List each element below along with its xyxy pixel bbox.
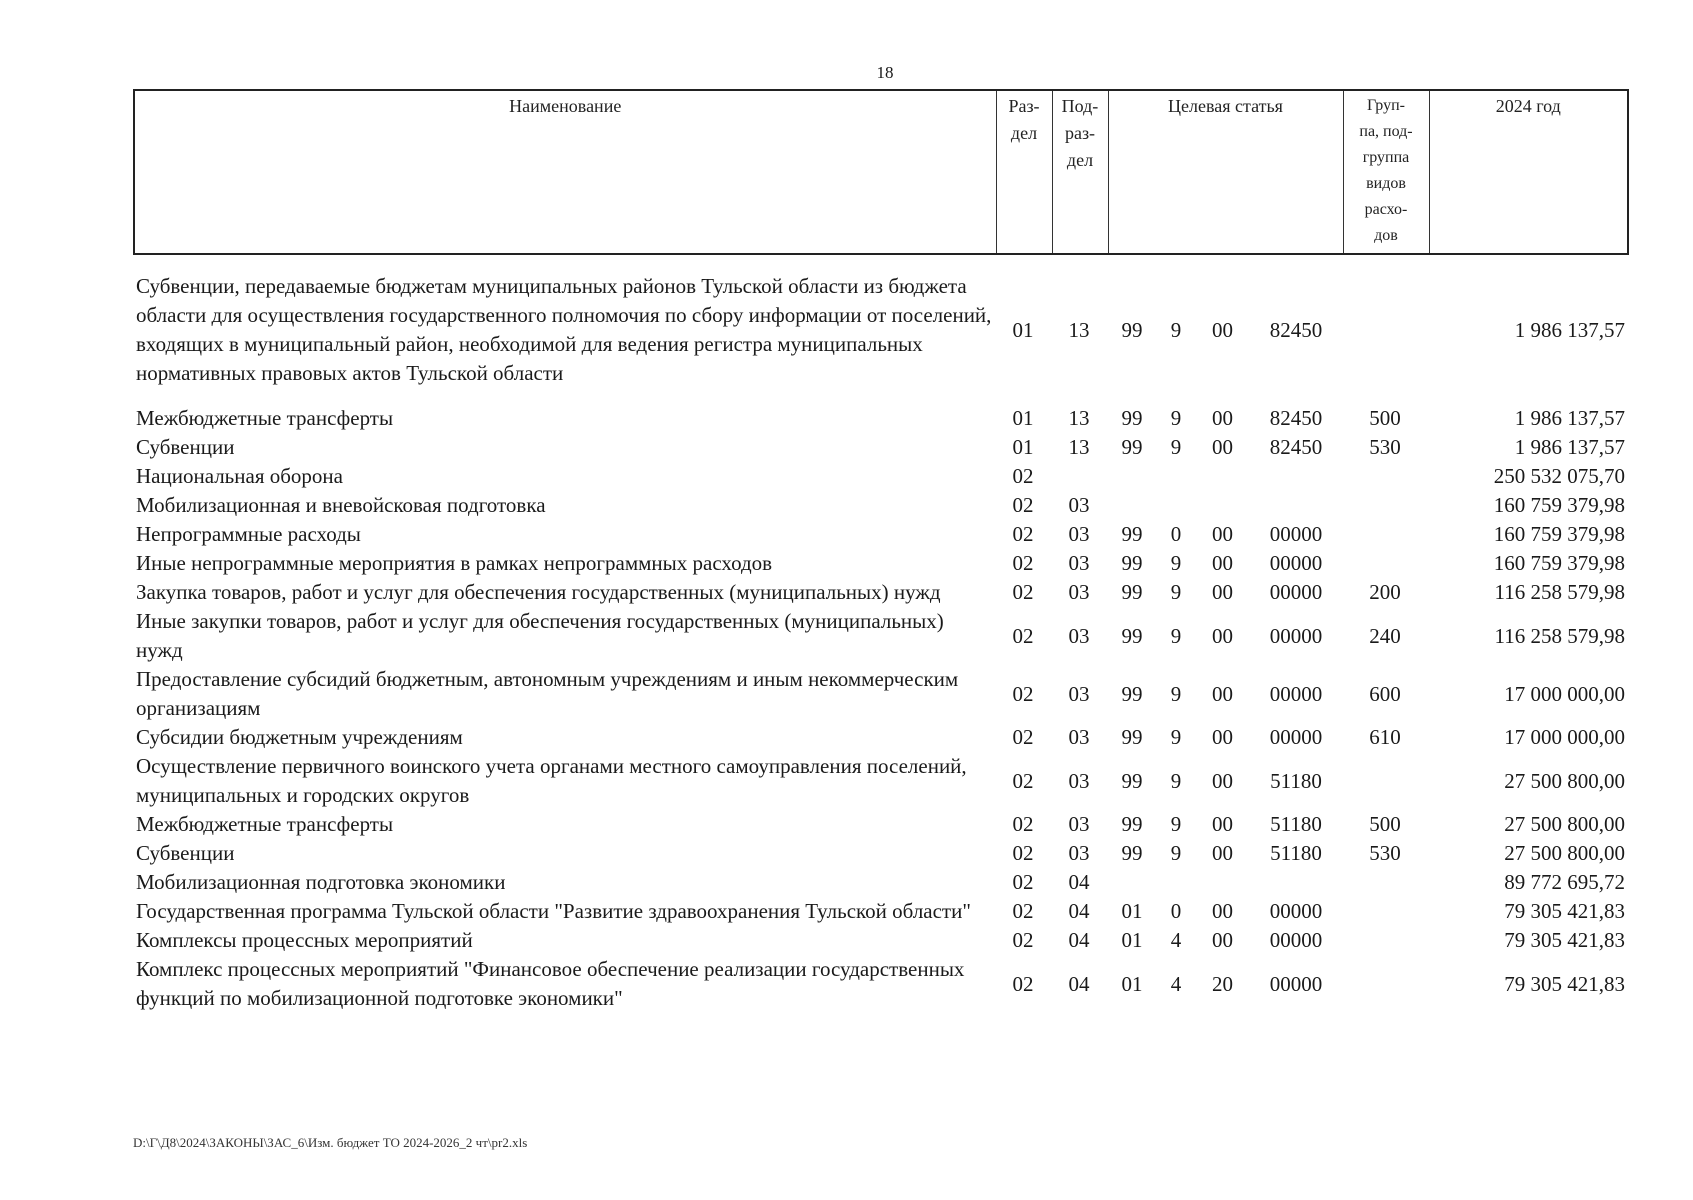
- row-target-4: 82450: [1269, 435, 1323, 459]
- row-target-4: 82450: [1269, 317, 1323, 342]
- row-target-4: [1250, 868, 1342, 897]
- table-row: [133, 520, 1627, 549]
- row-target-1: 99: [1121, 551, 1143, 575]
- row-target-4: 00000: [1269, 580, 1323, 604]
- row-target-1: [1107, 868, 1157, 897]
- row-razdel: 01: [1012, 435, 1034, 459]
- row-razdel: 02: [1012, 841, 1034, 865]
- row-target-1: 99: [1121, 725, 1143, 749]
- row-target-1: 99: [1121, 522, 1143, 546]
- row-name: Субвенции, передаваемые бюджетам муниципальных районов Тульской области из бюджета области для осуществления государственного полномочия по сбору информации от поселений, входящих в муниципальный район, необходимой для ведения регистра муниципальных нормативных правовых актов Тульской области: [136, 274, 992, 385]
- row-podrazdel: 04: [1068, 971, 1090, 996]
- table-row: [133, 723, 1627, 752]
- row-target-3: 00: [1212, 580, 1233, 604]
- row-podrazdel: 03: [1068, 493, 1090, 517]
- row-expense-group: [1342, 462, 1428, 491]
- row-target-4: [1250, 491, 1342, 520]
- row-name: Закупка товаров, работ и услуг для обеспечения государственных (муниципальных) нужд: [136, 580, 941, 604]
- row-razdel: 02: [1012, 768, 1034, 793]
- header-gruppa: Груп- па, под- группа видов расхо- дов: [1343, 90, 1429, 254]
- row-target-3: [1195, 868, 1250, 897]
- budget-table: [133, 272, 1627, 1013]
- row-razdel: 02: [1012, 464, 1034, 488]
- row-target-3: 00: [1212, 841, 1233, 865]
- row-razdel: 02: [1012, 870, 1034, 894]
- row-target-3: 00: [1212, 317, 1233, 342]
- row-razdel: 02: [1012, 551, 1034, 575]
- row-target-2: 4: [1170, 971, 1182, 996]
- row-target-4: 00000: [1269, 551, 1323, 575]
- row-expense-group: [1342, 520, 1428, 549]
- row-name: Комплекс процессных мероприятий "Финансовое обеспечение реализации государственных функций по мобилизационной подготовке экономики": [136, 957, 965, 1010]
- row-target-2: 9: [1170, 841, 1182, 865]
- row-target-1: 99: [1121, 580, 1143, 604]
- row-razdel: 01: [1012, 406, 1034, 430]
- row-target-1: 99: [1121, 841, 1143, 865]
- row-target-1: 99: [1121, 623, 1143, 648]
- row-target-3: 00: [1212, 435, 1233, 459]
- row-expense-group: [1342, 752, 1428, 810]
- row-spacer: [133, 391, 1627, 404]
- row-target-2: 0: [1170, 522, 1182, 546]
- row-razdel: 02: [1012, 812, 1034, 836]
- row-name: Субвенции: [136, 841, 235, 865]
- row-razdel: 02: [1012, 899, 1034, 923]
- row-target-3: 00: [1212, 551, 1233, 575]
- row-target-4: 00000: [1269, 899, 1323, 923]
- row-target-1: 99: [1121, 435, 1143, 459]
- row-target-3: [1195, 491, 1250, 520]
- table-row: [133, 810, 1627, 839]
- table-row: [133, 868, 1627, 897]
- row-target-2: 4: [1170, 928, 1182, 952]
- row-podrazdel: 04: [1068, 899, 1090, 923]
- row-amount: 79 305 421,83: [1504, 971, 1625, 996]
- row-amount: 116 258 579,98: [1494, 580, 1625, 604]
- row-name: Субвенции: [136, 435, 235, 459]
- row-amount: 160 759 379,98: [1493, 551, 1625, 575]
- row-expense-group: [1342, 955, 1428, 1013]
- row-amount: 1 986 137,57: [1514, 435, 1625, 459]
- row-name: Мобилизационная и вневойсковая подготовка: [136, 493, 546, 517]
- row-amount: 27 500 800,00: [1504, 841, 1625, 865]
- table-row: [133, 607, 1627, 665]
- row-podrazdel: 13: [1068, 435, 1090, 459]
- row-target-3: 20: [1212, 971, 1233, 996]
- row-podrazdel: 13: [1068, 406, 1090, 430]
- row-podrazdel: 13: [1068, 317, 1090, 342]
- table-row: [133, 752, 1627, 810]
- table-row: [133, 839, 1627, 868]
- row-target-3: 00: [1212, 406, 1233, 430]
- page-number: 18: [876, 63, 894, 82]
- row-amount: 116 258 579,98: [1494, 623, 1625, 648]
- table-row: [133, 897, 1627, 926]
- table-row: [133, 549, 1627, 578]
- row-target-2: [1157, 868, 1195, 897]
- row-target-4: 00000: [1269, 681, 1323, 706]
- row-name: Осуществление первичного воинского учета органами местного самоуправления поселений, муниципальных и городских округов: [136, 754, 967, 807]
- row-podrazdel: 03: [1068, 768, 1090, 793]
- row-razdel: 01: [1012, 317, 1034, 342]
- row-razdel: 02: [1012, 522, 1034, 546]
- row-amount: 1 986 137,57: [1514, 406, 1625, 430]
- header-podrazdel: Под- раз- дел: [1052, 90, 1108, 254]
- row-target-3: 00: [1212, 928, 1233, 952]
- row-podrazdel: 03: [1068, 623, 1090, 648]
- row-razdel: 02: [1012, 971, 1034, 996]
- row-target-3: 00: [1212, 522, 1233, 546]
- row-expense-group: 240: [1369, 623, 1401, 648]
- row-podrazdel: 03: [1068, 681, 1090, 706]
- row-target-3: 00: [1212, 812, 1233, 836]
- row-target-4: 00000: [1269, 928, 1323, 952]
- row-podrazdel: 03: [1068, 522, 1090, 546]
- row-expense-group: [1342, 549, 1428, 578]
- row-amount: 250 532 075,70: [1493, 464, 1625, 488]
- row-target-1: 99: [1121, 406, 1143, 430]
- row-target-3: 00: [1212, 725, 1233, 749]
- row-razdel: 02: [1012, 493, 1034, 517]
- row-expense-group: 530: [1369, 435, 1401, 459]
- row-target-1: 99: [1121, 812, 1143, 836]
- row-expense-group: [1342, 897, 1428, 926]
- row-target-4: 51180: [1270, 812, 1322, 836]
- row-podrazdel: 03: [1068, 725, 1090, 749]
- row-target-2: 9: [1170, 681, 1182, 706]
- row-target-2: 9: [1170, 812, 1182, 836]
- row-target-4: 00000: [1269, 971, 1323, 996]
- row-expense-group: 610: [1369, 725, 1401, 749]
- row-name: Иные закупки товаров, работ и услуг для обеспечения государственных (муниципальных) нужд: [136, 609, 944, 662]
- row-target-2: 9: [1170, 725, 1182, 749]
- row-target-4: 00000: [1269, 522, 1323, 546]
- row-target-2: 9: [1170, 768, 1182, 793]
- row-name: Мобилизационная подготовка экономики: [136, 870, 506, 894]
- row-target-1: 99: [1121, 768, 1143, 793]
- header-celevaya: Целевая статья: [1108, 90, 1343, 254]
- row-expense-group: [1342, 272, 1428, 391]
- table-row: [133, 955, 1627, 1013]
- row-target-2: 9: [1170, 623, 1182, 648]
- row-expense-group: 200: [1369, 580, 1401, 604]
- row-expense-group: [1342, 926, 1428, 955]
- row-target-3: 00: [1212, 623, 1233, 648]
- row-amount: 17 000 000,00: [1504, 681, 1625, 706]
- row-razdel: 02: [1012, 681, 1034, 706]
- row-amount: 79 305 421,83: [1504, 928, 1625, 952]
- row-target-1: 01: [1121, 899, 1143, 923]
- row-target-1: 99: [1121, 681, 1143, 706]
- row-expense-group: [1342, 868, 1428, 897]
- row-target-1: 99: [1121, 317, 1143, 342]
- table-header: [133, 89, 1629, 255]
- row-target-1: 01: [1121, 928, 1143, 952]
- header-year: 2024 год: [1429, 90, 1628, 254]
- row-target-1: [1107, 491, 1157, 520]
- row-target-2: 9: [1170, 406, 1182, 430]
- row-expense-group: [1342, 491, 1428, 520]
- row-target-2: 9: [1170, 580, 1182, 604]
- row-expense-group: 530: [1369, 841, 1401, 865]
- row-razdel: 02: [1012, 928, 1034, 952]
- header-razdel: Раз- дел: [996, 90, 1052, 254]
- row-name: Непрограммные расходы: [136, 522, 361, 546]
- table-row: [133, 404, 1627, 433]
- row-podrazdel: 03: [1068, 580, 1090, 604]
- row-target-3: 00: [1212, 768, 1233, 793]
- row-target-4: 00000: [1269, 623, 1323, 648]
- table-row: [133, 578, 1627, 607]
- row-podrazdel: 03: [1068, 841, 1090, 865]
- row-target-4: 51180: [1270, 768, 1322, 793]
- row-name: Иные непрограммные мероприятия в рамках непрограммных расходов: [136, 551, 773, 575]
- row-expense-group: 500: [1369, 812, 1401, 836]
- row-amount: 27 500 800,00: [1504, 812, 1625, 836]
- row-target-4: 51180: [1270, 841, 1322, 865]
- row-target-3: 00: [1212, 681, 1233, 706]
- row-target-4: 00000: [1269, 725, 1323, 749]
- row-razdel: 02: [1012, 623, 1034, 648]
- row-amount: 160 759 379,98: [1493, 493, 1625, 517]
- row-target-1: 01: [1121, 971, 1143, 996]
- row-name: Субсидии бюджетным учреждениям: [136, 725, 463, 749]
- row-target-4: 82450: [1269, 406, 1323, 430]
- row-razdel: 02: [1012, 725, 1034, 749]
- row-target-2: 9: [1170, 551, 1182, 575]
- row-podrazdel: 03: [1068, 812, 1090, 836]
- file-path: D:\Г\Д8\2024\ЗАКОНЫ\ЗАС_6\Изм. бюджет ТО 2024-2026_2 чт\pr2.xls: [133, 1135, 528, 1150]
- row-podrazdel: 04: [1068, 870, 1090, 894]
- row-target-2: 0: [1170, 899, 1182, 923]
- table-row: [133, 491, 1627, 520]
- row-target-2: [1157, 462, 1195, 491]
- row-razdel: 02: [1012, 580, 1034, 604]
- row-amount: 160 759 379,98: [1493, 522, 1625, 546]
- table-row: [133, 272, 1627, 391]
- row-expense-group: 600: [1369, 681, 1401, 706]
- row-name: Межбюджетные трансферты: [136, 812, 394, 836]
- row-target-3: [1195, 462, 1250, 491]
- row-amount: 1 986 137,57: [1514, 317, 1625, 342]
- table-row: [133, 665, 1627, 723]
- row-podrazdel: 04: [1068, 928, 1090, 952]
- row-podrazdel: 03: [1068, 551, 1090, 575]
- row-name: Межбюджетные трансферты: [136, 406, 394, 430]
- row-target-2: 9: [1170, 435, 1182, 459]
- table-row: [133, 462, 1627, 491]
- row-amount: 17 000 000,00: [1504, 725, 1625, 749]
- row-amount: 79 305 421,83: [1504, 899, 1625, 923]
- header-name: Наименование: [134, 90, 996, 254]
- table-row: [133, 926, 1627, 955]
- row-target-3: 00: [1212, 899, 1233, 923]
- row-expense-group: 500: [1369, 406, 1401, 430]
- row-name: Комплексы процессных мероприятий: [136, 928, 473, 952]
- row-name: Национальная оборона: [136, 464, 343, 488]
- row-amount: 27 500 800,00: [1504, 768, 1625, 793]
- row-podrazdel: [1051, 462, 1107, 491]
- row-name: Предоставление субсидий бюджетным, автономным учреждениям и иным некоммерческим организациям: [136, 667, 959, 720]
- row-target-1: [1107, 462, 1157, 491]
- row-name: Государственная программа Тульской области "Развитие здравоохранения Тульской области": [136, 899, 971, 923]
- row-amount: 89 772 695,72: [1504, 870, 1625, 894]
- table-row: [133, 433, 1627, 462]
- row-target-2: 9: [1170, 317, 1182, 342]
- row-target-2: [1157, 491, 1195, 520]
- row-target-4: [1250, 462, 1342, 491]
